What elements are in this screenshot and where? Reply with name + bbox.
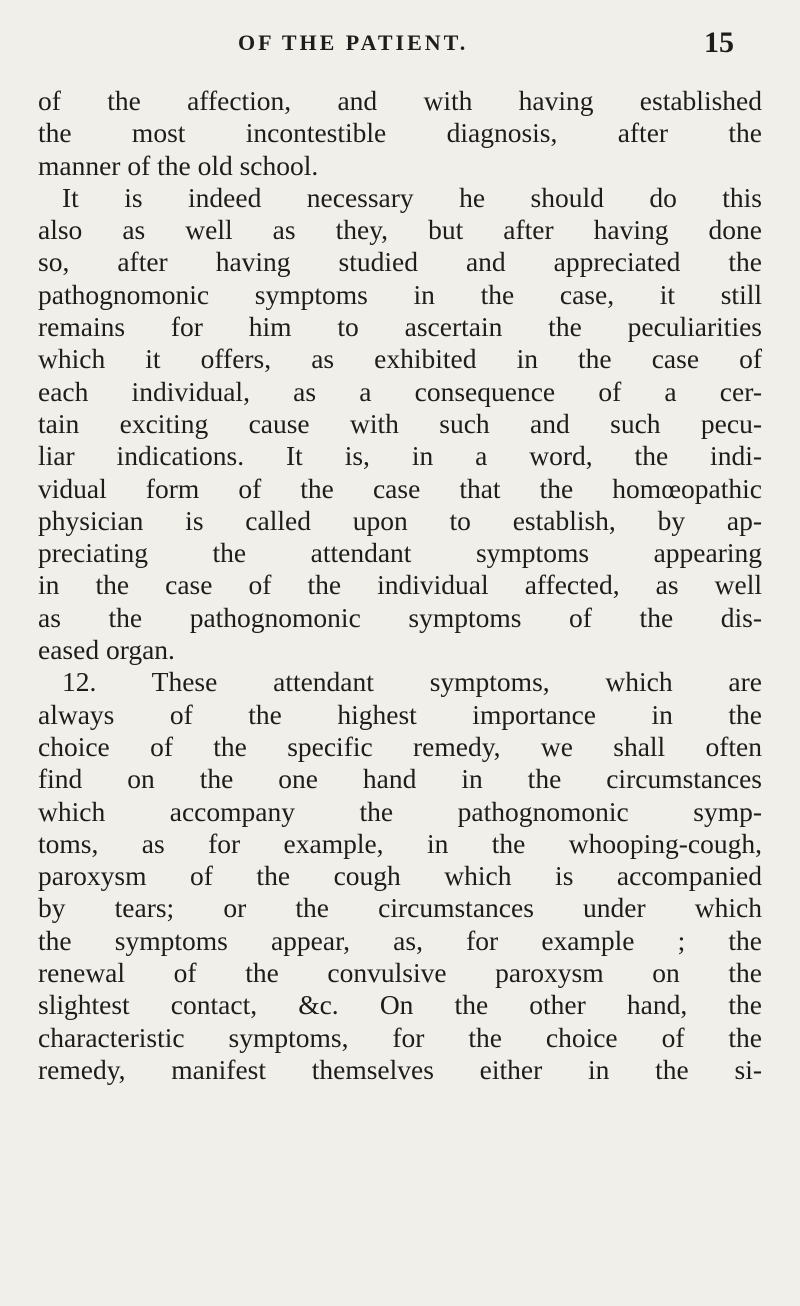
text-line: by tears; or the circumstances under which [38,892,762,924]
text-line: remedy, manifest themselves either in the si- [38,1053,762,1085]
text-line: tain exciting cause with such and such pecu- [38,407,762,439]
text-line: of the affection, and with having established [38,85,762,116]
text-line: eased organ. [38,634,175,666]
text-line: so, after having studied and appreciated the [38,246,762,278]
text-line: slightest contact, &c. On the other hand, the [38,989,762,1021]
text-line: each individual, as a consequence of a cer- [38,375,762,407]
text-line: as the pathognomonic symptoms of the dis- [38,601,762,633]
text-line: also as well as they, but after having done [38,214,762,246]
text-line: physician is called upon to establish, by ap- [38,504,762,536]
text-line: vidual form of the case that the homœopathic [38,472,762,504]
page-number: 15 [704,26,734,59]
text-line: in the case of the individual affected, as well [38,569,762,601]
text-line: toms, as for example, in the whooping-cough, [38,827,762,859]
text-line: remains for him to ascertain the peculiarities [38,311,762,343]
text-line: preciating the attendant symptoms appearing [38,537,762,569]
text-line: It is indeed necessary he should do this [62,181,762,213]
text-line: pathognomonic symptoms in the case, it still [38,278,762,310]
text-line: always of the highest importance in the [38,698,762,730]
text-line: the symptoms appear, as, for example ; the [38,924,762,956]
text-line: liar indications. It is, in a word, the indi- [38,440,762,472]
text-line: find on the one hand in the circumstances [38,763,762,795]
text-line: the most incontestible diagnosis, after the [38,117,762,149]
text-line: manner of the old school. [38,149,319,181]
running-head [0,26,800,74]
text-line: characteristic symptoms, for the choice of the [38,1021,762,1053]
text-line: choice of the specific remedy, we shall often [38,730,762,762]
running-title: OF THE PATIENT. [238,30,469,55]
text-line: 12. These attendant symptoms, which are [62,666,762,698]
text-line: renewal of the convulsive paroxysm on the [38,957,762,989]
text-line: which it offers, as exhibited in the case of [38,343,762,375]
body-text [38,85,762,1086]
text-line: which accompany the pathognomonic symp- [38,795,762,827]
text-line: paroxysm of the cough which is accompanied [38,860,762,892]
